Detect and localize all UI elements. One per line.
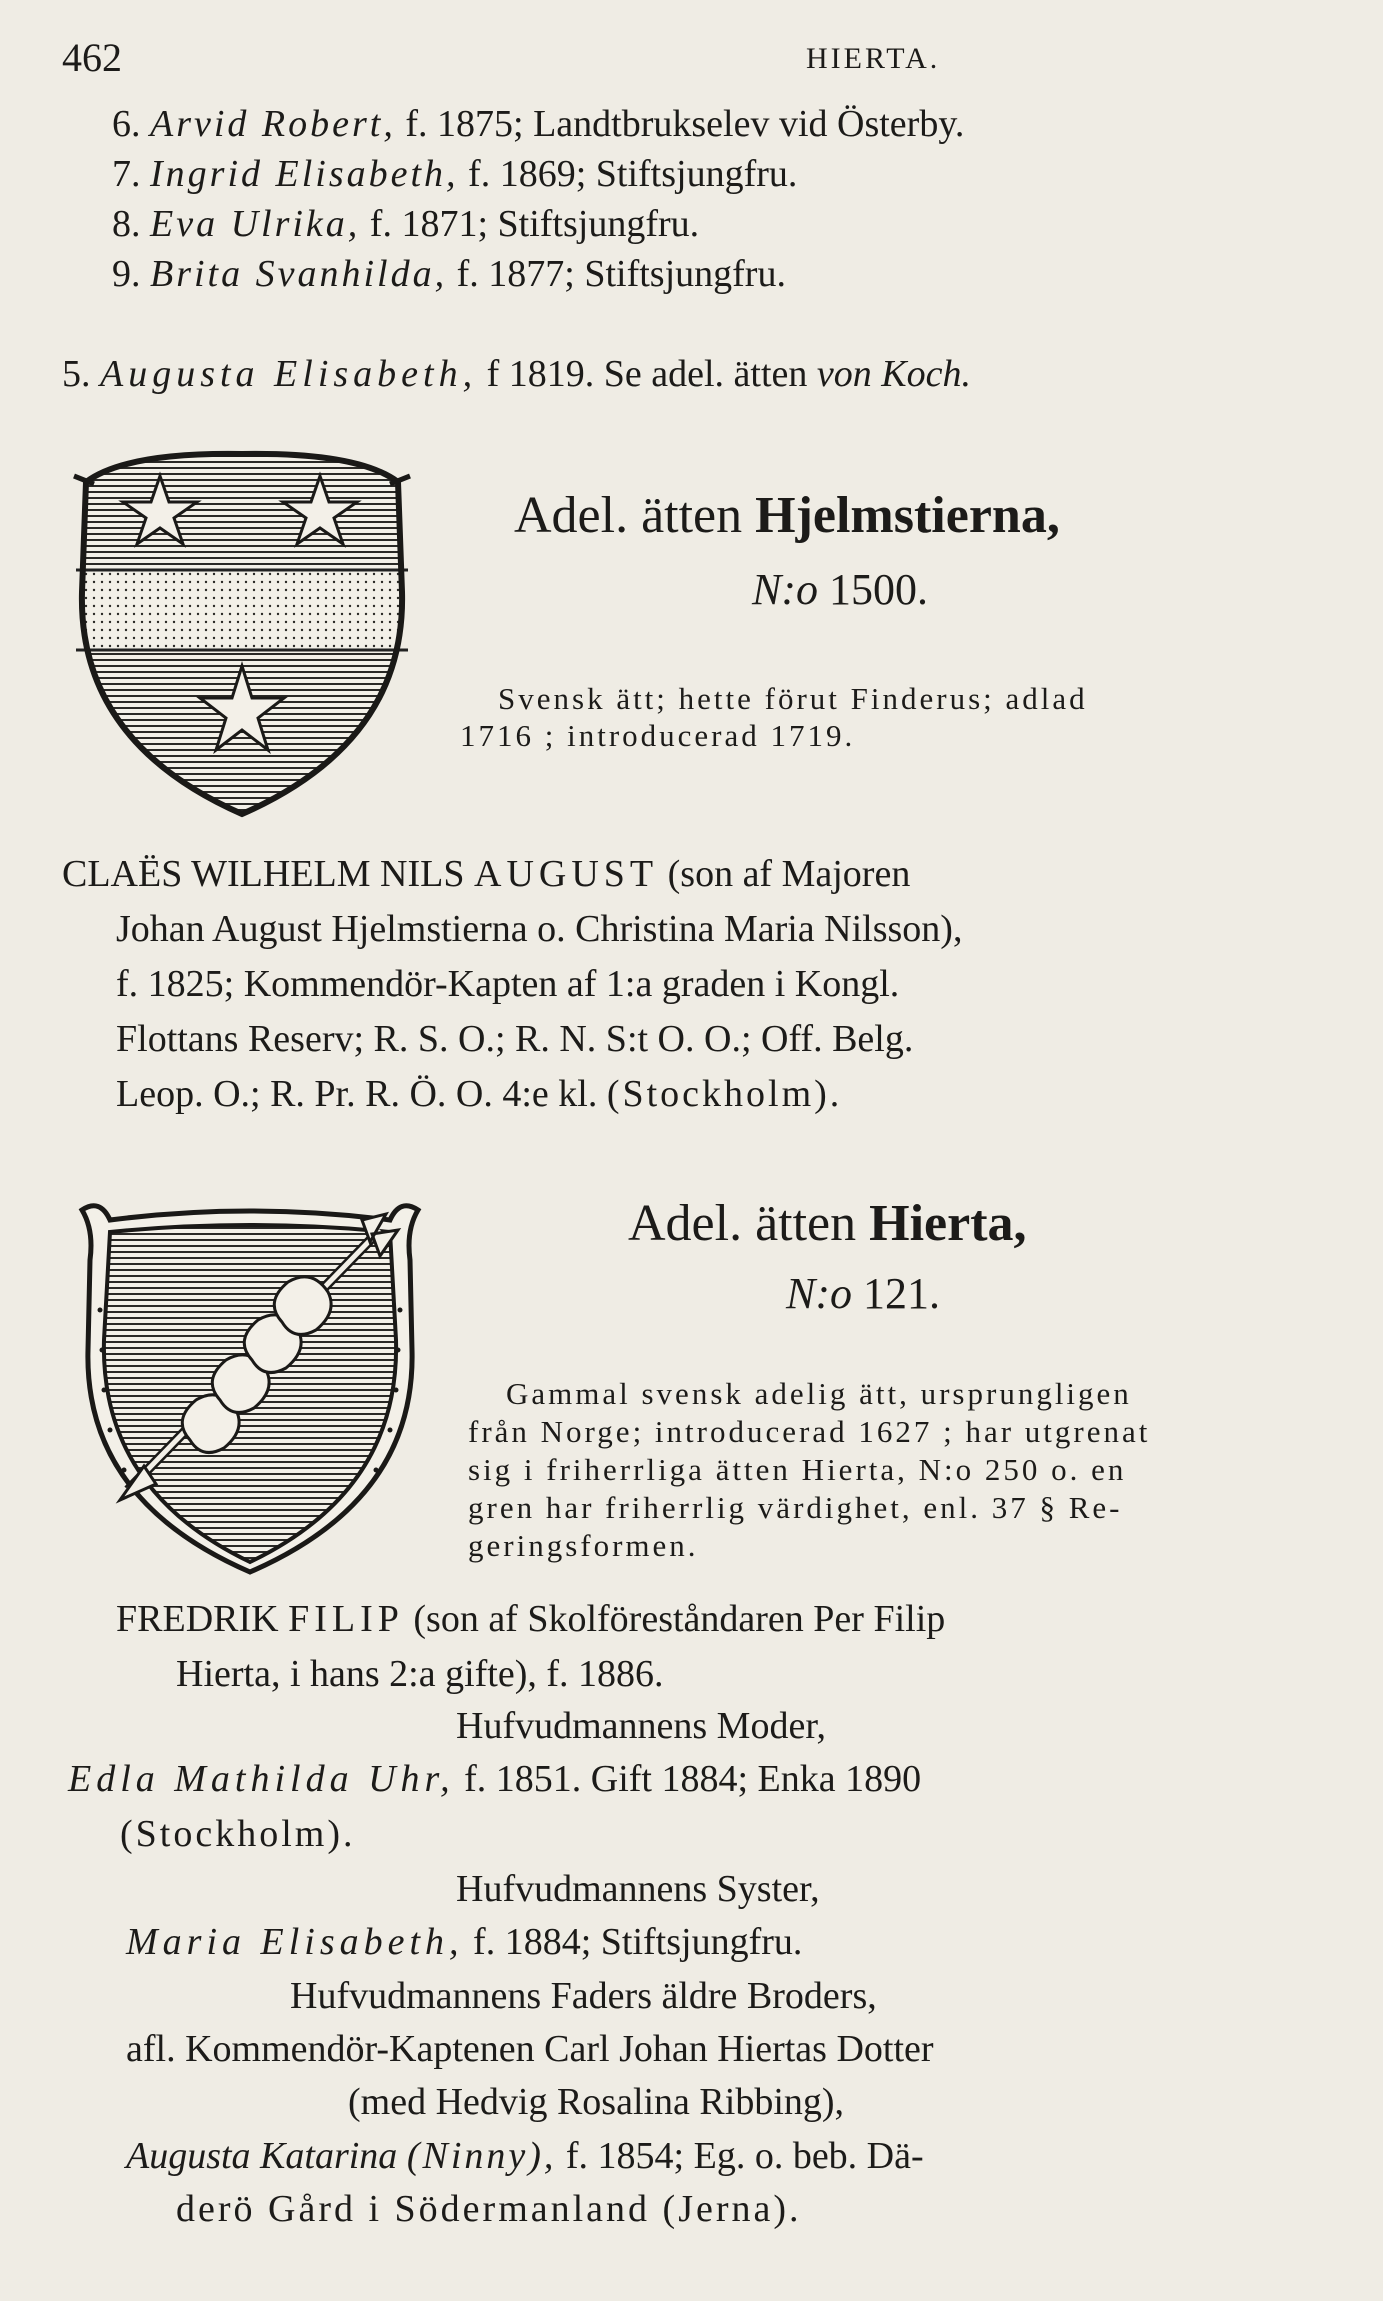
uncle-heading: Hufvudmannens Faders äldre Broders,	[290, 1975, 877, 2017]
mother-place: (Stockholm).	[120, 1813, 356, 1855]
cousin-entry-line-1: Augusta Katarina (Ninny), f. 1854; Eg. o. beb. Dä-	[126, 2135, 924, 2177]
hierta-desc-line-4: gren har friherrlig värdighet, enl. 37 § Re-	[468, 1490, 1123, 1525]
page-number: 462	[62, 35, 122, 80]
child-entry-8: 8. Eva Ulrika, f. 1871; Stiftsjungfru.	[112, 203, 700, 245]
child-entry-6: 6. Arvid Robert, f. 1875; Landtbrukselev vid Österby.	[112, 103, 965, 145]
hjelmstierna-desc-line-1: Svensk ätt; hette förut Finderus; adlad	[498, 681, 1088, 716]
hjelmstierna-entry-line-2: Johan August Hjelmstierna o. Christina Maria Nilsson),	[116, 908, 963, 950]
hjelmstierna-entry-line-4: Flottans Reserv; R. S. O.; R. N. S:t O. O.; Off. Belg.	[116, 1018, 914, 1060]
hjelmstierna-entry-line-1: CLAËS WILHELM NILS AUGUST (son af Majoren	[62, 853, 911, 895]
sister-entry: Maria Elisabeth, f. 1884; Stiftsjungfru.	[126, 1921, 803, 1963]
cousin-entry-line-2: derö Gård i Södermanland (Jerna).	[176, 2188, 802, 2230]
sister-heading: Hufvudmannens Syster,	[456, 1868, 820, 1910]
hjelmstierna-title: Adel. ätten Hjelmstierna,	[514, 487, 1060, 544]
hjelmstierna-number: N:o 1500.	[752, 565, 928, 614]
hierta-desc-line-1: Gammal svensk adelig ätt, ursprungligen	[506, 1376, 1132, 1411]
child-entry-9: 9. Brita Svanhilda, f. 1877; Stiftsjungfru.	[112, 253, 786, 295]
hjelmstierna-entry-line-5: Leop. O.; R. Pr. R. Ö. O. 4:e kl. (Stockholm).	[116, 1073, 843, 1115]
hierta-desc-line-2: från Norge; introducerad 1627 ; har utgrenat	[468, 1414, 1151, 1449]
mother-heading: Hufvudmannens Moder,	[456, 1705, 826, 1747]
hierta-number: N:o 121.	[786, 1269, 940, 1318]
uncle-line-2: (med Hedvig Rosalina Ribbing),	[348, 2081, 845, 2123]
hjelmstierna-entry-line-3: f. 1825; Kommendör-Kapten af 1:a graden i Kongl.	[116, 963, 900, 1005]
hjelmstierna-coat-of-arms	[66, 442, 418, 827]
hjelmstierna-desc-line-2: 1716 ; introducerad 1719.	[460, 718, 856, 753]
hierta-title: Adel. ätten Hierta,	[628, 1195, 1027, 1252]
hierta-coat-of-arms	[70, 1190, 430, 1575]
hierta-entry-line-2: Hierta, i hans 2:a gifte), f. 1886.	[176, 1653, 664, 1695]
hierta-entry-line-1: FREDRIK FILIP (son af Skolföreståndaren Per Filip	[116, 1598, 946, 1640]
child-entry-7: 7. Ingrid Elisabeth, f. 1869; Stiftsjungfru.	[112, 153, 798, 195]
hierta-desc-line-3: sig i friherrliga ätten Hierta, N:o 250 o. en	[468, 1452, 1127, 1487]
uncle-line-1: afl. Kommendör-Kaptenen Carl Johan Hiertas Dotter	[126, 2028, 934, 2070]
hierta-desc-line-5: geringsformen.	[468, 1528, 699, 1563]
mother-entry: Edla Mathilda Uhr, f. 1851. Gift 1884; Enka 1890	[68, 1758, 922, 1800]
augusta-entry: 5. Augusta Elisabeth, f 1819. Se adel. ätten von Koch.	[62, 353, 971, 395]
running-title: HIERTA.	[806, 42, 941, 75]
